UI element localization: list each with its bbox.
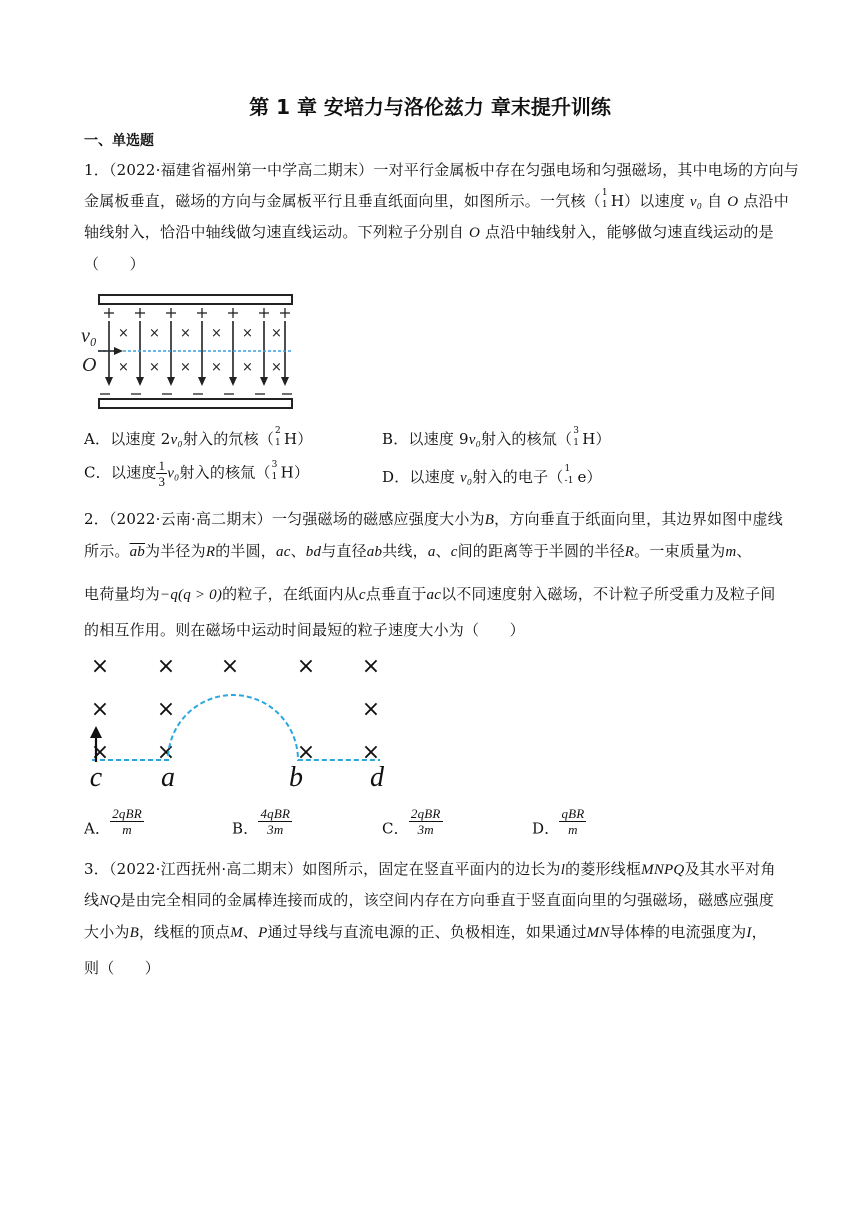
top-plate	[99, 295, 292, 304]
svg-text:×: ×	[271, 326, 282, 341]
bottom-plate	[99, 399, 292, 408]
label-a: a	[161, 762, 175, 793]
q2-figure	[82, 650, 398, 796]
v0-label: v₀	[81, 325, 97, 347]
svg-text:×: ×	[149, 326, 160, 341]
svg-text:×: ×	[156, 697, 176, 722]
svg-text:×: ×	[149, 360, 160, 375]
svg-text:×: ×	[156, 654, 176, 679]
svg-text:×: ×	[156, 740, 176, 765]
label-d: d	[370, 762, 384, 793]
svg-text:×: ×	[180, 326, 191, 341]
q1-line-4: （ ）	[84, 255, 145, 273]
q2-option-c[interactable]: C． $\frac{\text{2qBR}}{3m}$	[382, 806, 441, 838]
q2-option-a[interactable]: A． $\frac{\text{2qBR}}{m}$	[84, 806, 142, 838]
svg-text:×: ×	[180, 360, 191, 375]
svg-text:×: ×	[242, 360, 253, 375]
q3-line-4: 则（ ）	[84, 959, 161, 977]
svg-text:×: ×	[296, 654, 316, 679]
q1-line-3: 轴线射入，恰沿中轴线做匀速直线运动。下列粒子分别自 O 点沿中轴线射入，能够做匀速直线运动的是	[84, 223, 774, 241]
q2-line-2: 所示。$\overline{ab}$为半径为R的半圆，ac、bd与直径ab共线，a、c间的距离等于半圆的半径R。一束质量为m、	[84, 542, 752, 560]
q1-option-a[interactable]: A．以速度 2v₀射入的氘核（ 2 1 H）	[84, 426, 313, 448]
svg-text:×: ×	[242, 326, 253, 341]
boundary-dashed	[92, 695, 380, 760]
q2-line-3: 电荷量均为−q(q > 0)的粒子，在纸面内从c点垂直于ac以不同速度射入磁场，不计粒子所受重力及粒子间	[84, 585, 776, 603]
svg-text:×: ×	[296, 740, 316, 765]
plus-signs	[104, 308, 290, 318]
q3-line-3: 大小为B，线框的顶点M、P通过导线与直流电源的正、负极相连，如果通过MN导体棒的电流强度为I，	[84, 923, 767, 941]
q2-option-d[interactable]: D． $\frac{\text{qBR}}{m}$	[532, 806, 585, 838]
q2-line-4: 的相互作用。则在磁场中运动时间最短的粒子速度大小为（ ）	[84, 621, 525, 639]
q1-option-c[interactable]: C．以速度 $\frac{1}{3}$ v₀射入的核氚（ 3 1 H）	[84, 458, 310, 489]
svg-text:×: ×	[361, 697, 381, 722]
svg-text:×: ×	[211, 326, 222, 341]
o-label: O	[82, 354, 97, 376]
isotope-label: 1 1	[601, 188, 608, 210]
q1-line-1: 1．（2022·福建省福州第一中学高二期末）一对平行金属板中存在匀强电场和匀强磁场，其中电场的方向与	[84, 161, 799, 179]
q2-option-b[interactable]: B． $\frac{\text{4qBR}}{3m}$	[232, 806, 291, 838]
q3-line-1: 3．（2022·江西抚州·高二期末）如图所示，固定在竖直平面内的边长为l的菱形线框MNPQ及其水平对角	[84, 860, 776, 878]
svg-text:×: ×	[90, 740, 110, 765]
page-title: 第 1 章 安培力与洛伦兹力 章末提升训练	[249, 95, 611, 119]
cross-marks	[91, 654, 380, 765]
q3-line-2: 线NQ是由完全相同的金属棒连接而成的，该空间内存在方向垂直于竖直面向里的匀强磁场，磁感应强度	[84, 891, 775, 909]
q2-line-1: 2．（2022·云南·高二期末）一匀强磁场的磁感应强度大小为B，方向垂直于纸面向里，其边界如图中虚线	[84, 510, 783, 528]
svg-text:×: ×	[271, 360, 282, 375]
svg-text:×: ×	[361, 654, 381, 679]
svg-text:×: ×	[361, 740, 381, 765]
q1-figure	[78, 289, 300, 411]
svg-text:×: ×	[90, 697, 110, 722]
field-arrows	[105, 321, 289, 386]
section-heading: 一、单选题	[84, 133, 154, 149]
q1-option-b[interactable]: B．以速度 9v₀射入的核氚（ 3 1 H）	[382, 426, 611, 448]
q1-line-2: 金属板垂直，磁场的方向与金属板平行且垂直纸面向里，如图所示。一氕核（ 1 1 H）以速度 v₀ 自 O 点沿中	[84, 188, 789, 210]
svg-text:×: ×	[211, 360, 222, 375]
svg-text:×: ×	[220, 654, 240, 679]
label-c: c	[89, 762, 103, 793]
q1-option-d[interactable]: D．以速度 v₀射入的电子（ 1 -1 e）	[382, 464, 602, 486]
svg-text:×: ×	[118, 360, 129, 375]
label-b: b	[289, 762, 303, 793]
svg-text:×: ×	[118, 326, 129, 341]
svg-text:×: ×	[90, 654, 110, 679]
